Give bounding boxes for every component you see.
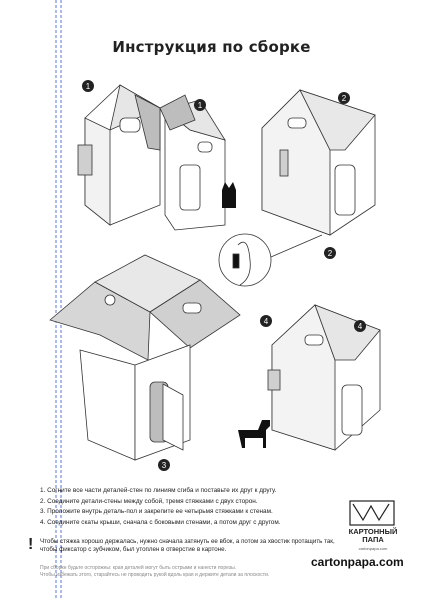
svg-text:1: 1 bbox=[85, 82, 91, 91]
page-title: Инструкция по сборке bbox=[112, 38, 311, 56]
step-item: 3. Проложите внутрь деталь-пол и закрепите ее четырьмя стяжками к стенам. bbox=[40, 508, 273, 516]
warning-icon: ! bbox=[28, 536, 34, 553]
svg-text:3: 3 bbox=[161, 461, 167, 470]
step-item: 1. Согните все части деталей-стен по линиям сгиба и поставьте их друг к другу. bbox=[40, 487, 277, 494]
marker-2a bbox=[338, 92, 350, 104]
brand-url-small: cartonpapa.com bbox=[358, 546, 388, 551]
marker-1a bbox=[82, 80, 94, 92]
svg-text:2: 2 bbox=[327, 249, 333, 258]
tie-note: Чтобы стяжка хорошо держалась, нужно сначала затянуть ее вбок, а потом за хвостик протащить так, чтобы фиксатор с зубчиком, был утоплен в отверстие в картоне. bbox=[40, 538, 335, 554]
marker-1b bbox=[194, 99, 206, 111]
step-item: 4. Соедините скаты крыши, сначала с боковыми стенами, а потом друг с другом. bbox=[40, 518, 281, 526]
warning-line: Чтобы избежать этого, старайтесь не проводить рукой вдоль края и держите детали за плоскости. bbox=[40, 572, 270, 578]
step-item: 2. Соедините детали-стены между собой, тремя стяжками с двух сторон. bbox=[40, 497, 258, 505]
svg-text:2: 2 bbox=[341, 94, 347, 103]
brand-line2: ПАПА bbox=[362, 535, 384, 544]
marker-4a bbox=[260, 315, 272, 327]
safety-warnings bbox=[40, 565, 340, 579]
marker-2b bbox=[324, 247, 336, 259]
brand-line1: КАРТОННЫЙ bbox=[348, 527, 398, 536]
warning-line: При сборке будьте осторожны: края деталей могут быть острыми и нанести порезы. bbox=[40, 565, 237, 571]
website-link[interactable]: cartonpapa.com bbox=[311, 555, 404, 569]
brand-logo-icon bbox=[349, 500, 395, 526]
svg-text:4: 4 bbox=[263, 317, 269, 326]
svg-text:4: 4 bbox=[357, 322, 363, 331]
steps-list bbox=[40, 486, 340, 528]
marker-3 bbox=[158, 459, 170, 471]
brand-name bbox=[343, 528, 403, 544]
marker-4b bbox=[354, 320, 366, 332]
svg-text:1: 1 bbox=[197, 101, 203, 110]
